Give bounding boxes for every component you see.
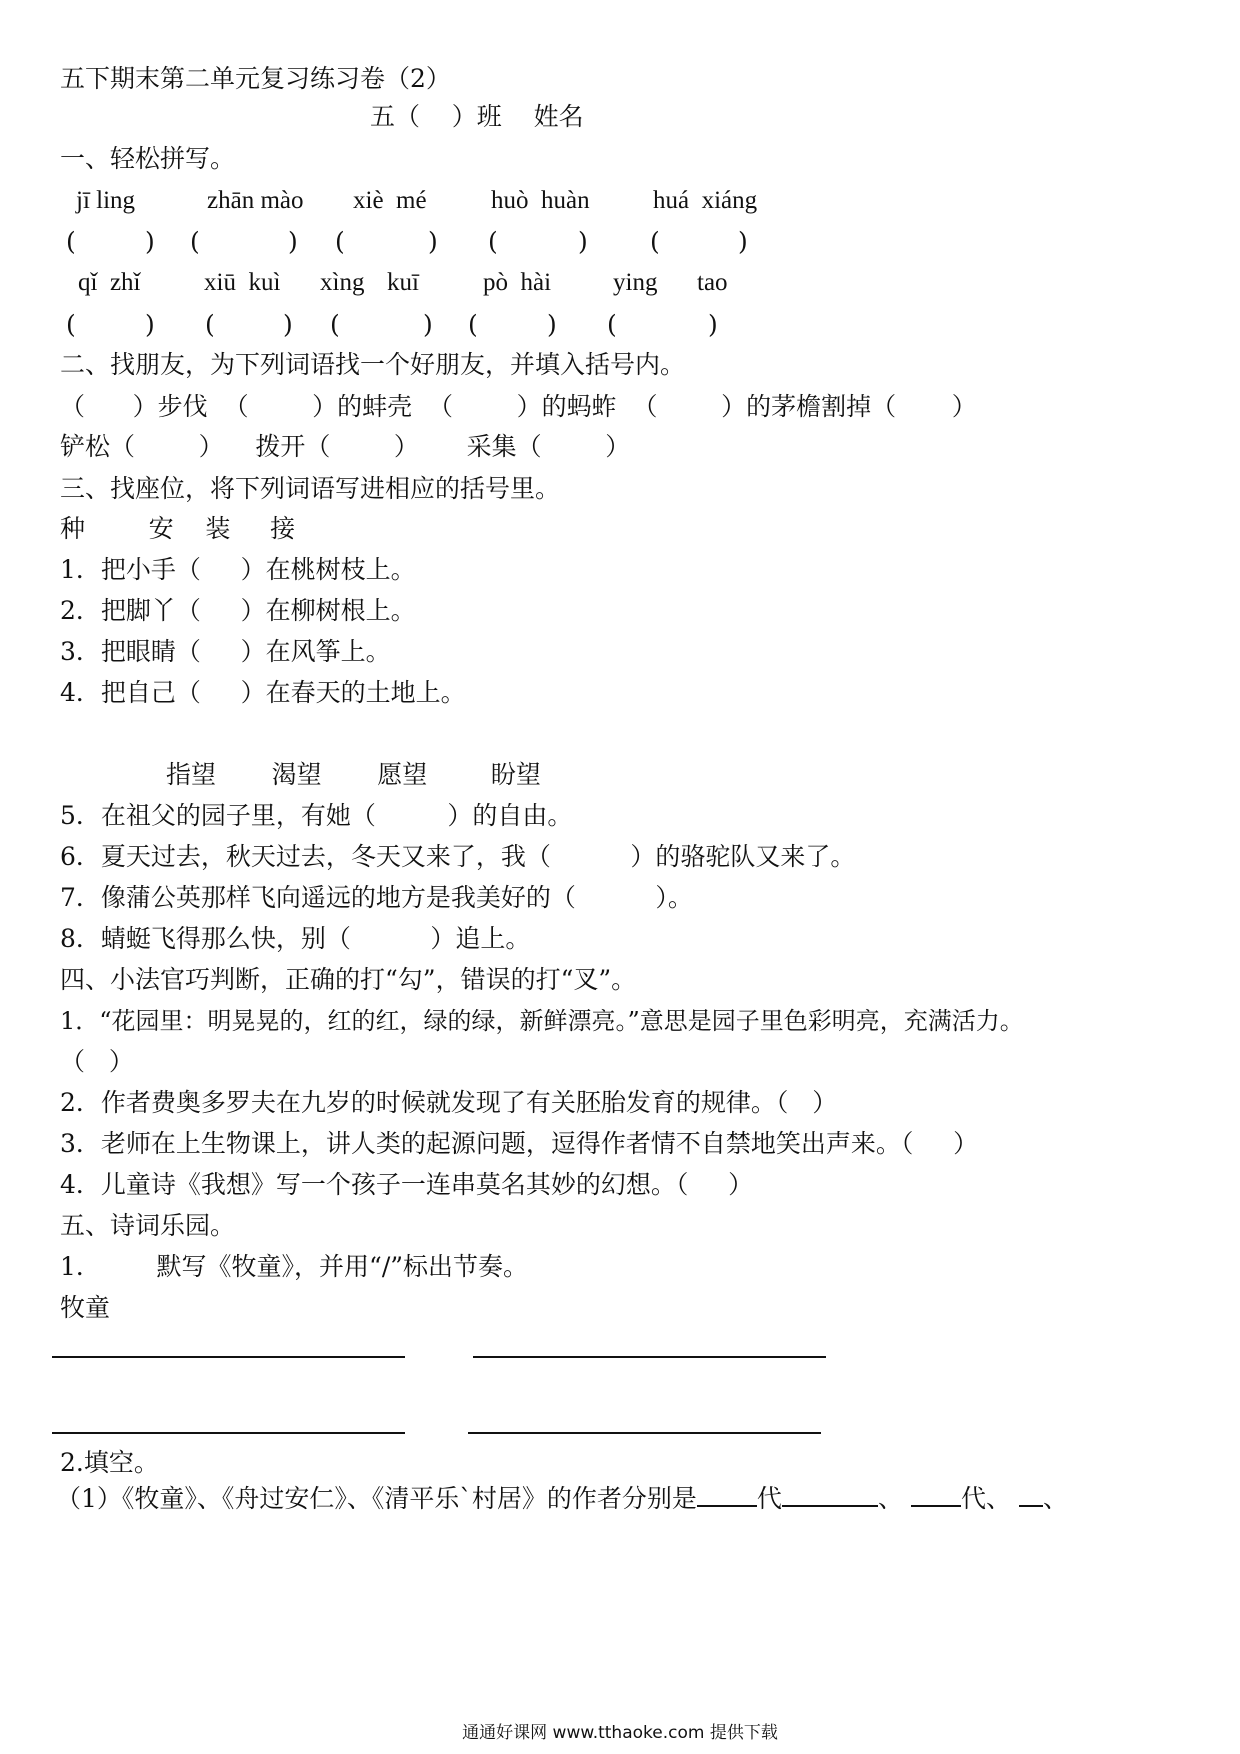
question-2-1-text: （1）《牧童》、《舟过安仁》、《清平乐`村居》的作者分别是 <box>56 1484 697 1513</box>
open-paren: ( <box>330 310 340 339</box>
dai-label: 代 <box>756 1484 782 1513</box>
open-paren: ( <box>205 310 215 339</box>
open-paren: ( <box>190 227 200 256</box>
question-1: 1． 默写《牧童》，并用“/”标出节奏。 <box>60 1252 529 1281</box>
close-paren: ) <box>547 310 557 339</box>
close-paren: ) <box>145 227 155 256</box>
list-item: 3．把眼睛（ ）在风筝上。 <box>60 637 391 666</box>
pinyin-item: kuī <box>387 269 419 296</box>
word-bank-1: 种 安 装 接 <box>60 514 296 543</box>
open-paren: ( <box>66 227 76 256</box>
blank-4[interactable] <box>1019 1483 1043 1507</box>
list-item: 4．儿童诗《我想》写一个孩子一连串莫名其妙的幻想。（ ） <box>60 1170 754 1199</box>
pinyin-item: huá xiáng <box>653 187 758 214</box>
writing-line[interactable] <box>468 1432 821 1434</box>
open-paren: ( <box>66 310 76 339</box>
list-item: 1．“花园里：明晃晃的，红的红，绿的绿，新鲜漂亮。”意思是园子里色彩明亮，充满活力。 <box>60 1007 1024 1035</box>
close-paren: ) <box>738 227 748 256</box>
list-item: 7．像蒲公英那样飞向遥远的地方是我美好的（ ）。 <box>60 883 693 912</box>
open-paren: ( <box>335 227 345 256</box>
section-5-heading: 五、诗词乐园。 <box>60 1211 236 1240</box>
blank-1[interactable] <box>697 1483 757 1507</box>
pinyin-item: zhān mào <box>207 187 304 214</box>
footer: 通通好课网 www.tthaoke.com 提供下载 <box>462 1723 778 1743</box>
writing-line[interactable] <box>473 1356 826 1358</box>
section-3-heading: 三、找座位，将下列词语写进相应的括号里。 <box>60 474 561 503</box>
pinyin-item: huò huàn <box>491 187 590 214</box>
list-item: （ ） <box>60 1047 134 1076</box>
blank-3[interactable] <box>911 1483 961 1507</box>
list-item: 4．把自己（ ）在春天的土地上。 <box>60 678 466 707</box>
close-paren: ) <box>145 310 155 339</box>
pinyin-item: tao <box>697 269 728 296</box>
section-4-heading: 四、小法官巧判断，正确的打“勾”，错误的打“叉”。 <box>60 965 637 994</box>
list-item: 1．把小手（ ）在桃树枝上。 <box>60 555 416 584</box>
page-title: 五下期末第二单元复习练习卷（2） <box>60 64 451 93</box>
list-item: 5．在祖父的园子里，有她（ ）的自由。 <box>60 801 573 830</box>
close-paren: ) <box>288 227 298 256</box>
dai-label-2: 代、 <box>960 1484 1011 1513</box>
pinyin-item: ying <box>613 269 658 296</box>
writing-line[interactable] <box>52 1356 405 1358</box>
open-paren: ( <box>488 227 498 256</box>
close-paren: ) <box>423 310 433 339</box>
section-1-heading: 一、轻松拼写。 <box>60 144 236 173</box>
word-bank-2: 指望 渴望 愿望 盼望 <box>166 760 541 789</box>
close-paren: ) <box>283 310 293 339</box>
section-2-heading: 二、找朋友，为下列词语找一个好朋友，并填入括号内。 <box>60 350 686 379</box>
section-2-line-2: 铲松（ ） 拨开（ ） 采集（ ） <box>60 432 631 461</box>
list-item: 2．作者费奥多罗夫在九岁的时候就发现了有关胚胎发育的规律。（ ） <box>60 1088 838 1117</box>
list-item: 6．夏天过去，秋天过去，冬天又来了，我（ ）的骆驼队又来了。 <box>60 842 856 871</box>
pinyin-item: xiè mé <box>353 187 427 214</box>
pinyin-item: pò hài <box>483 269 552 296</box>
poem-title: 牧童 <box>60 1293 111 1322</box>
question-2: 2.填空。 <box>60 1448 159 1477</box>
blank-2[interactable] <box>782 1483 878 1507</box>
list-item: 3．老师在上生物课上，讲人类的起源问题，逗得作者情不自禁地笑出声来。（ ） <box>60 1129 979 1158</box>
open-paren: ( <box>650 227 660 256</box>
question-2-1 <box>56 1482 1068 1516</box>
close-paren: ) <box>708 310 718 339</box>
pinyin-item: xiū kuì <box>204 269 281 296</box>
section-2-line-1: （ ）步伐 （ ）的蚌壳 （ ）的蚂蚱 （ ）的茅檐割掉（ ） <box>60 392 977 421</box>
open-paren: ( <box>468 310 478 339</box>
pinyin-item: xìng <box>320 269 365 296</box>
pinyin-item: jī ling <box>76 187 136 214</box>
writing-line[interactable] <box>52 1432 405 1434</box>
list-item: 2．把脚丫（ ）在柳树根上。 <box>60 596 416 625</box>
pinyin-item: qǐ zhǐ <box>78 269 141 296</box>
list-item: 8．蜻蜓飞得那么快，别（ ）追上。 <box>60 924 531 953</box>
open-paren: ( <box>607 310 617 339</box>
close-paren: ) <box>578 227 588 256</box>
close-paren: ) <box>428 227 438 256</box>
separator: 、 <box>877 1484 903 1513</box>
trailing-separator: 、 <box>1042 1484 1068 1513</box>
class-name-line: 五（ ）班 姓名 <box>370 102 584 131</box>
